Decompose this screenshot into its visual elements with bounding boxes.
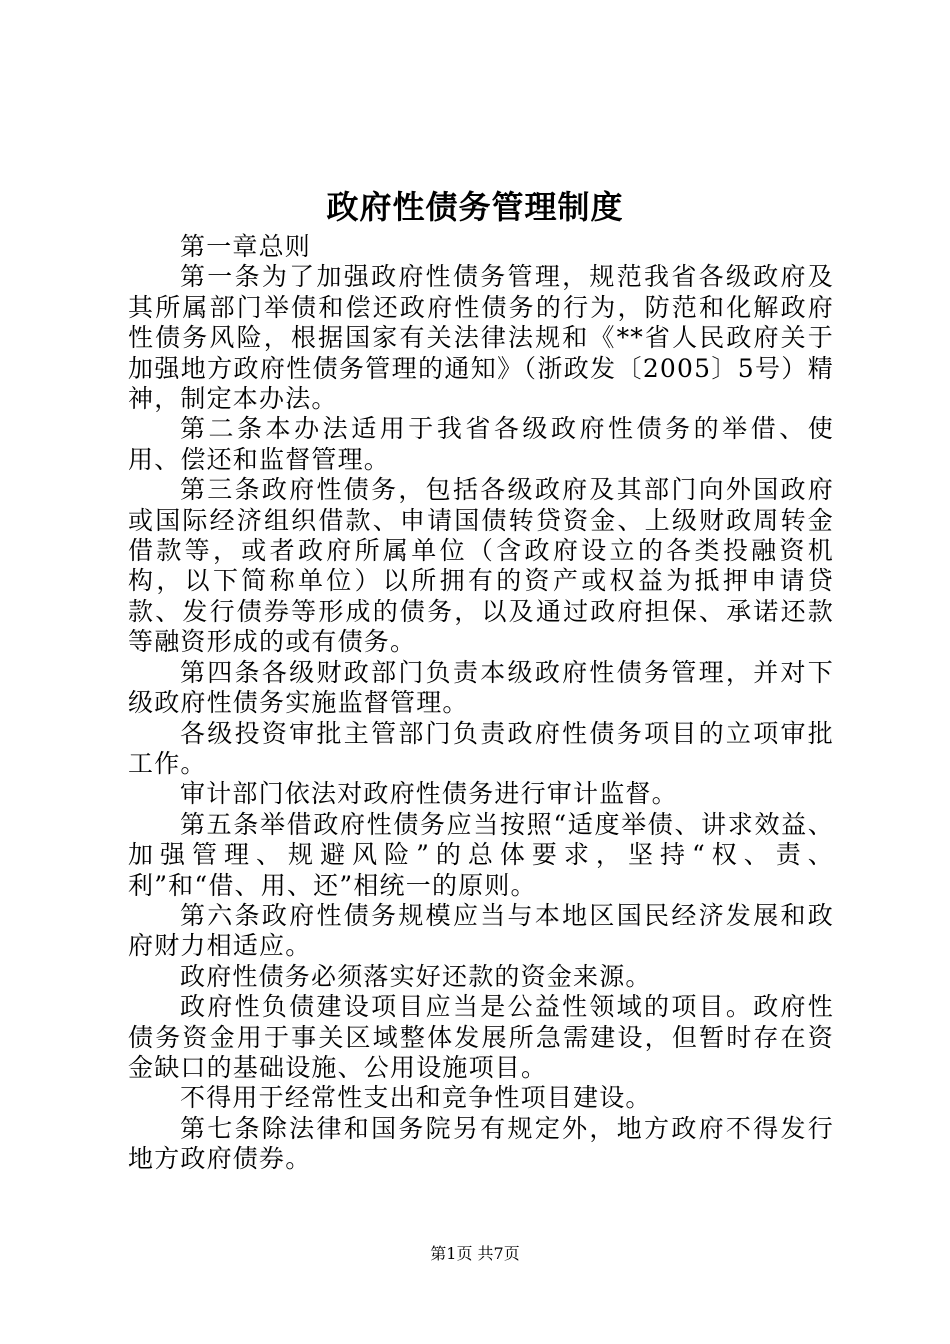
- paragraph-article-4-clause-3: 审计部门依法对政府性债务进行审计监督。: [180, 779, 678, 809]
- document-body: [128, 232, 834, 1175]
- paragraph-article-4-clause-2: 各级投资审批主管部门负责政府性债务项目的立项审批工作。: [128, 718, 834, 778]
- paragraph-article-3: 第三条政府性债务，包括各级政府及其部门向外国政府或国际经济组织借款、申请国债转贷资金、上级财政周转金借款等，或者政府所属单位（含政府设立的各类投融资机构，以下简称单位）以所拥有的资产或权益为抵押申请贷款、发行债券等形成的债务，以及通过政府担保、承诺还款等融资形成的或有债务。: [128, 475, 834, 657]
- paragraph-chapter-heading: 第一章总则: [180, 232, 312, 261]
- document-title: 政府性债务管理制度: [326, 188, 624, 226]
- page-number-indicator: 第1页 共7页: [430, 1244, 520, 1263]
- paragraph-article-5: 第五条举借政府性债务应当按照“适度举债、讲求效益、加强管理、规避风险”的总体要求，坚持“权、责、利”和“借、用、还”相统一的原则。: [128, 809, 834, 900]
- paragraph-article-4: 第四条各级财政部门负责本级政府性债务管理，并对下级政府性债务实施监督管理。: [128, 657, 834, 718]
- paragraph-article-6-clause-3: 政府性负债建设项目应当是公益性领域的项目。政府性债务资金用于事关区域整体发展所急需建设，但暂时存在资金缺口的基础设施、公用设施项目。: [128, 992, 834, 1082]
- paragraph-article-2: 第二条本办法适用于我省各级政府性债务的举借、使用、偿还和监督管理。: [128, 414, 834, 474]
- page-footer: [0, 1243, 950, 1265]
- paragraph-article-7: 第七条除法律和国务院另有规定外，地方政府不得发行地方政府债券。: [128, 1113, 834, 1174]
- paragraph-article-6-clause-2: 政府性债务必须落实好还款的资金来源。: [180, 961, 652, 991]
- paragraph-article-6: 第六条政府性债务规模应当与本地区国民经济发展和政府财力相适应。: [128, 900, 834, 961]
- paragraph-article-1: 第一条为了加强政府性债务管理，规范我省各级政府及其所属部门举债和偿还政府性债务的行为，防范和化解政府性债务风险，根据国家有关法律法规和《**省人民政府关于加强地方政府性债务管理的通知》（浙政发〔2005〕5号）精神，制定本办法。: [128, 262, 834, 414]
- paragraph-article-6-clause-4: 不得用于经常性支出和竞争性项目建设。: [180, 1083, 652, 1113]
